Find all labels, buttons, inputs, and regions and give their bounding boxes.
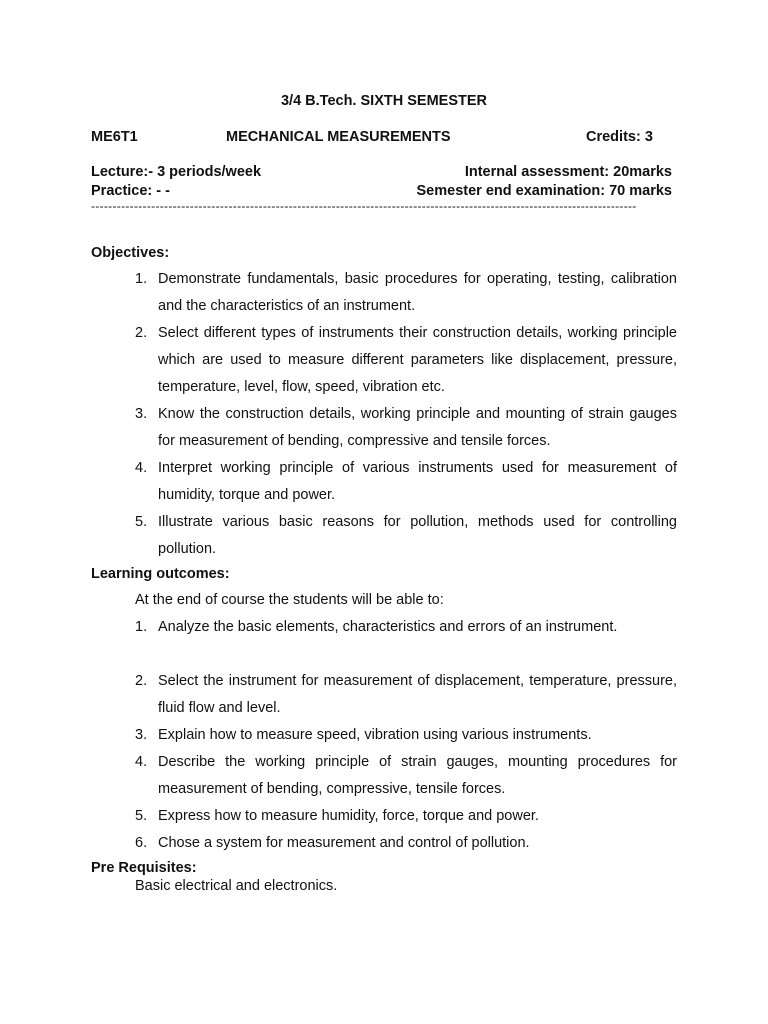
practice-hours: Practice: - - <box>91 183 170 199</box>
list-item <box>135 749 677 803</box>
course-code: ME6T1 <box>91 129 138 145</box>
learning-outcomes-list <box>135 614 677 857</box>
prerequisites-heading: Pre Requisites: <box>91 860 197 876</box>
item-number: 3. <box>135 727 148 743</box>
semester-heading: 3/4 B.Tech. SIXTH SEMESTER <box>280 93 487 109</box>
item-text: Chose a system for measurement and control of pollution. <box>158 835 530 851</box>
list-item <box>135 668 677 722</box>
item-number: 2. <box>135 673 148 689</box>
item-text: Describe the working principle of strain gauges, mounting procedures for measurement of bending, compressive, tensile forces. <box>158 754 677 797</box>
dashed-divider: ------------------------------------------------------------------------------------------------------------------------------- <box>91 199 637 213</box>
list-item <box>135 614 677 641</box>
lecture-hours: Lecture:- 3 periods/week <box>91 164 262 180</box>
learning-outcomes-heading: Learning outcomes: <box>91 566 230 582</box>
list-item <box>135 266 677 320</box>
item-number: 5. <box>135 514 148 530</box>
item-number: 6. <box>135 835 148 851</box>
item-number: 2. <box>135 325 148 341</box>
item-text: Demonstrate fundamentals, basic procedures for operating, testing, calibration and the characteristics of an instrument. <box>158 271 677 314</box>
item-number: 3. <box>135 406 148 422</box>
item-text: Interpret working principle of various instruments used for measurement of humidity, torque and power. <box>158 460 677 503</box>
prerequisites-text: Basic electrical and electronics. <box>135 878 338 894</box>
item-text: Select the instrument for measurement of displacement, temperature, pressure, fluid flow and level. <box>158 673 677 716</box>
semester-exam-marks: Semester end examination: 70 marks <box>416 183 672 199</box>
item-number: 1. <box>135 271 148 287</box>
item-text: Illustrate various basic reasons for pollution, methods used for controlling pollution. <box>158 514 677 557</box>
item-number: 5. <box>135 808 148 824</box>
list-item <box>135 830 677 857</box>
item-text: Select different types of instruments their construction details, working principle which are used to measure different parameters like displacement, pressure, temperature, level, flow, speed, vibration etc. <box>158 325 677 395</box>
list-item <box>135 455 677 509</box>
internal-assessment: Internal assessment: 20marks <box>464 164 672 180</box>
objectives-list <box>135 266 677 563</box>
list-item <box>135 803 677 830</box>
item-text: Express how to measure humidity, force, torque and power. <box>158 808 539 824</box>
item-text: Explain how to measure speed, vibration using various instruments. <box>158 727 592 743</box>
list-item <box>135 401 677 455</box>
list-item <box>135 509 677 563</box>
item-text: Know the construction details, working principle and mounting of strain gauges for measurement of bending, compressive and tensile forces. <box>158 406 677 449</box>
objectives-heading: Objectives: <box>91 245 170 261</box>
course-title: MECHANICAL MEASUREMENTS <box>226 129 451 145</box>
item-text: Analyze the basic elements, characteristics and errors of an instrument. <box>158 619 618 635</box>
learning-outcomes-intro: At the end of course the students will be able to: <box>135 592 444 608</box>
item-number: 4. <box>135 754 148 770</box>
item-number: 1. <box>135 619 148 635</box>
list-item <box>135 320 677 401</box>
credits-label: Credits: 3 <box>586 129 653 145</box>
item-number: 4. <box>135 460 148 476</box>
list-item <box>135 722 677 749</box>
